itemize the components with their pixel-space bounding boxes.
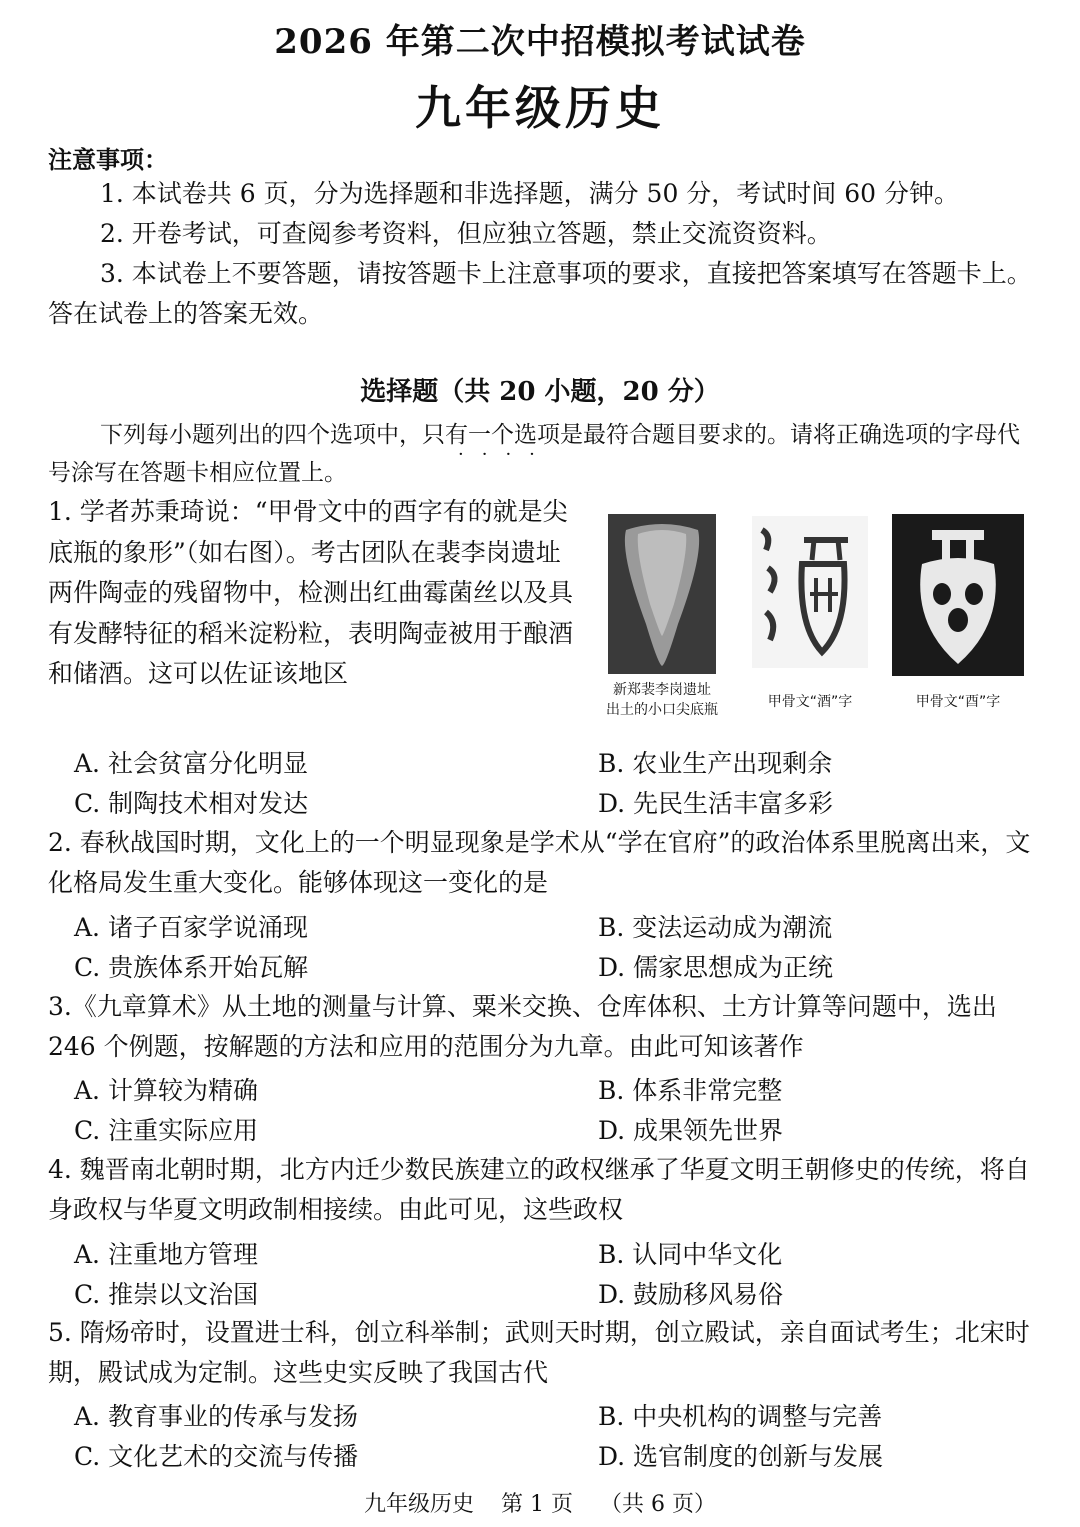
footer-subject: 九年级历史 <box>364 1492 475 1517</box>
q5-option-b: B. 中央机构的调整与完善 <box>598 1402 883 1431</box>
footer-total-pages: （共 6 页） <box>600 1492 716 1517</box>
question-5-stem: 5. 隋炀帝时，设置进士科，创立科举制；武则天时期，创立殿试，亲自面试考生；北宋时期，殿试成为定制。这些史实反映了我国古代 <box>48 1318 1030 1387</box>
question-3-stem: 3.《九章算术》从土地的测量与计算、粟米交换、仓库体积、土方计算等问题中，选出 246 个例题，按解题的方法和应用的范围分为九章。由此可知该著作 <box>48 992 997 1061</box>
emphasis-dots: ···· <box>458 444 553 465</box>
section-instructions: 下列每小题列出的四个选项中，只有一个选项是最符合题目要求的。请将正确选项的字母代号涂写在答题卡相应位置上。 <box>48 422 1020 486</box>
question-1-stem: 1. 学者苏秉琦说：“甲骨文中的酉字有的就是尖底瓶的象形”（如右图）。考古团队在裴李岗遗址两件陶壶的残留物中，检测出红曲霉菌丝以及具有发酵特征的稻米淀粉粒，表明陶壶被用于酿酒和储酒。这可以佐证该地区 <box>48 497 574 688</box>
jiu-caption: 甲骨文“酒”字 <box>767 694 853 710</box>
you-caption: 甲骨文“酉”字 <box>915 694 1001 710</box>
notice-heading: 注意事项： <box>48 145 168 174</box>
oracle-you-glyph <box>892 514 1024 676</box>
q1-option-d: D. 先民生活丰富多彩 <box>598 789 834 818</box>
page-footer <box>0 1487 1080 1518</box>
q1-option-c: C. 制陶技术相对发达 <box>74 789 309 818</box>
footer-page-number: 第 1 页 <box>501 1492 573 1517</box>
q2-option-a: A. 诸子百家学说涌现 <box>74 913 308 942</box>
exam-title: 2026 年第二次中招模拟考试试卷 <box>274 22 806 62</box>
q3-option-a: A. 计算较为精确 <box>74 1076 258 1105</box>
q4-option-a: A. 注重地方管理 <box>74 1240 258 1269</box>
q4-option-b: B. 认同中华文化 <box>598 1240 783 1269</box>
q2-option-d: D. 儒家思想成为正统 <box>598 953 834 982</box>
q5-option-d: D. 选官制度的创新与发展 <box>598 1442 884 1471</box>
q3-option-d: D. 成果领先世界 <box>598 1116 784 1145</box>
q4-option-c: C. 推崇以文治国 <box>74 1280 259 1309</box>
q2-option-b: B. 变法运动成为潮流 <box>598 913 833 942</box>
notice-item-3: 3. 本试卷上不要答题，请按答题卡上注意事项的要求，直接把答案填写在答题卡上。答在试卷上的答案无效。 <box>48 259 1032 328</box>
q3-option-c: C. 注重实际应用 <box>74 1116 259 1145</box>
q5-option-a: A. 教育事业的传承与发扬 <box>74 1402 358 1431</box>
q4-option-d: D. 鼓励移风易俗 <box>598 1280 784 1309</box>
vase-caption <box>590 680 734 720</box>
question-4-stem: 4. 魏晋南北朝时期，北方内迁少数民族建立的政权继承了华夏文明王朝修史的传统，将自身政权与华夏文明政制相接续。由此可见，这些政权 <box>48 1155 1030 1224</box>
vase-caption-line2: 出土的小口尖底瓶 <box>606 702 718 718</box>
question-2-stem: 2. 春秋战国时期，文化上的一个明显现象是学术从“学在官府”的政治体系里脱离出来，文化格局发生重大变化。能够体现这一变化的是 <box>48 828 1031 897</box>
oracle-jiu-glyph <box>752 516 868 668</box>
q1-option-a: A. 社会贫富分化明显 <box>74 749 308 778</box>
notice-item-2: 2. 开卷考试，可查阅参考资料，但应独立答题，禁止交流资资料。 <box>100 219 832 248</box>
notice-item-1: 1. 本试卷共 6 页，分为选择题和非选择题，满分 50 分，考试时间 60 分钟。 <box>100 179 960 208</box>
exam-subject: 九年级历史 <box>415 81 665 135</box>
vase-photo <box>608 514 716 674</box>
section-title: 选择题（共 20 小题，20 分） <box>360 377 720 407</box>
q3-option-b: B. 体系非常完整 <box>598 1076 783 1105</box>
q2-option-c: C. 贵族体系开始瓦解 <box>74 953 309 982</box>
q1-option-b: B. 农业生产出现剩余 <box>598 749 833 778</box>
q5-option-c: C. 文化艺术的交流与传播 <box>74 1442 359 1471</box>
vase-caption-line1: 新郑裴李岗遗址 <box>613 682 711 698</box>
